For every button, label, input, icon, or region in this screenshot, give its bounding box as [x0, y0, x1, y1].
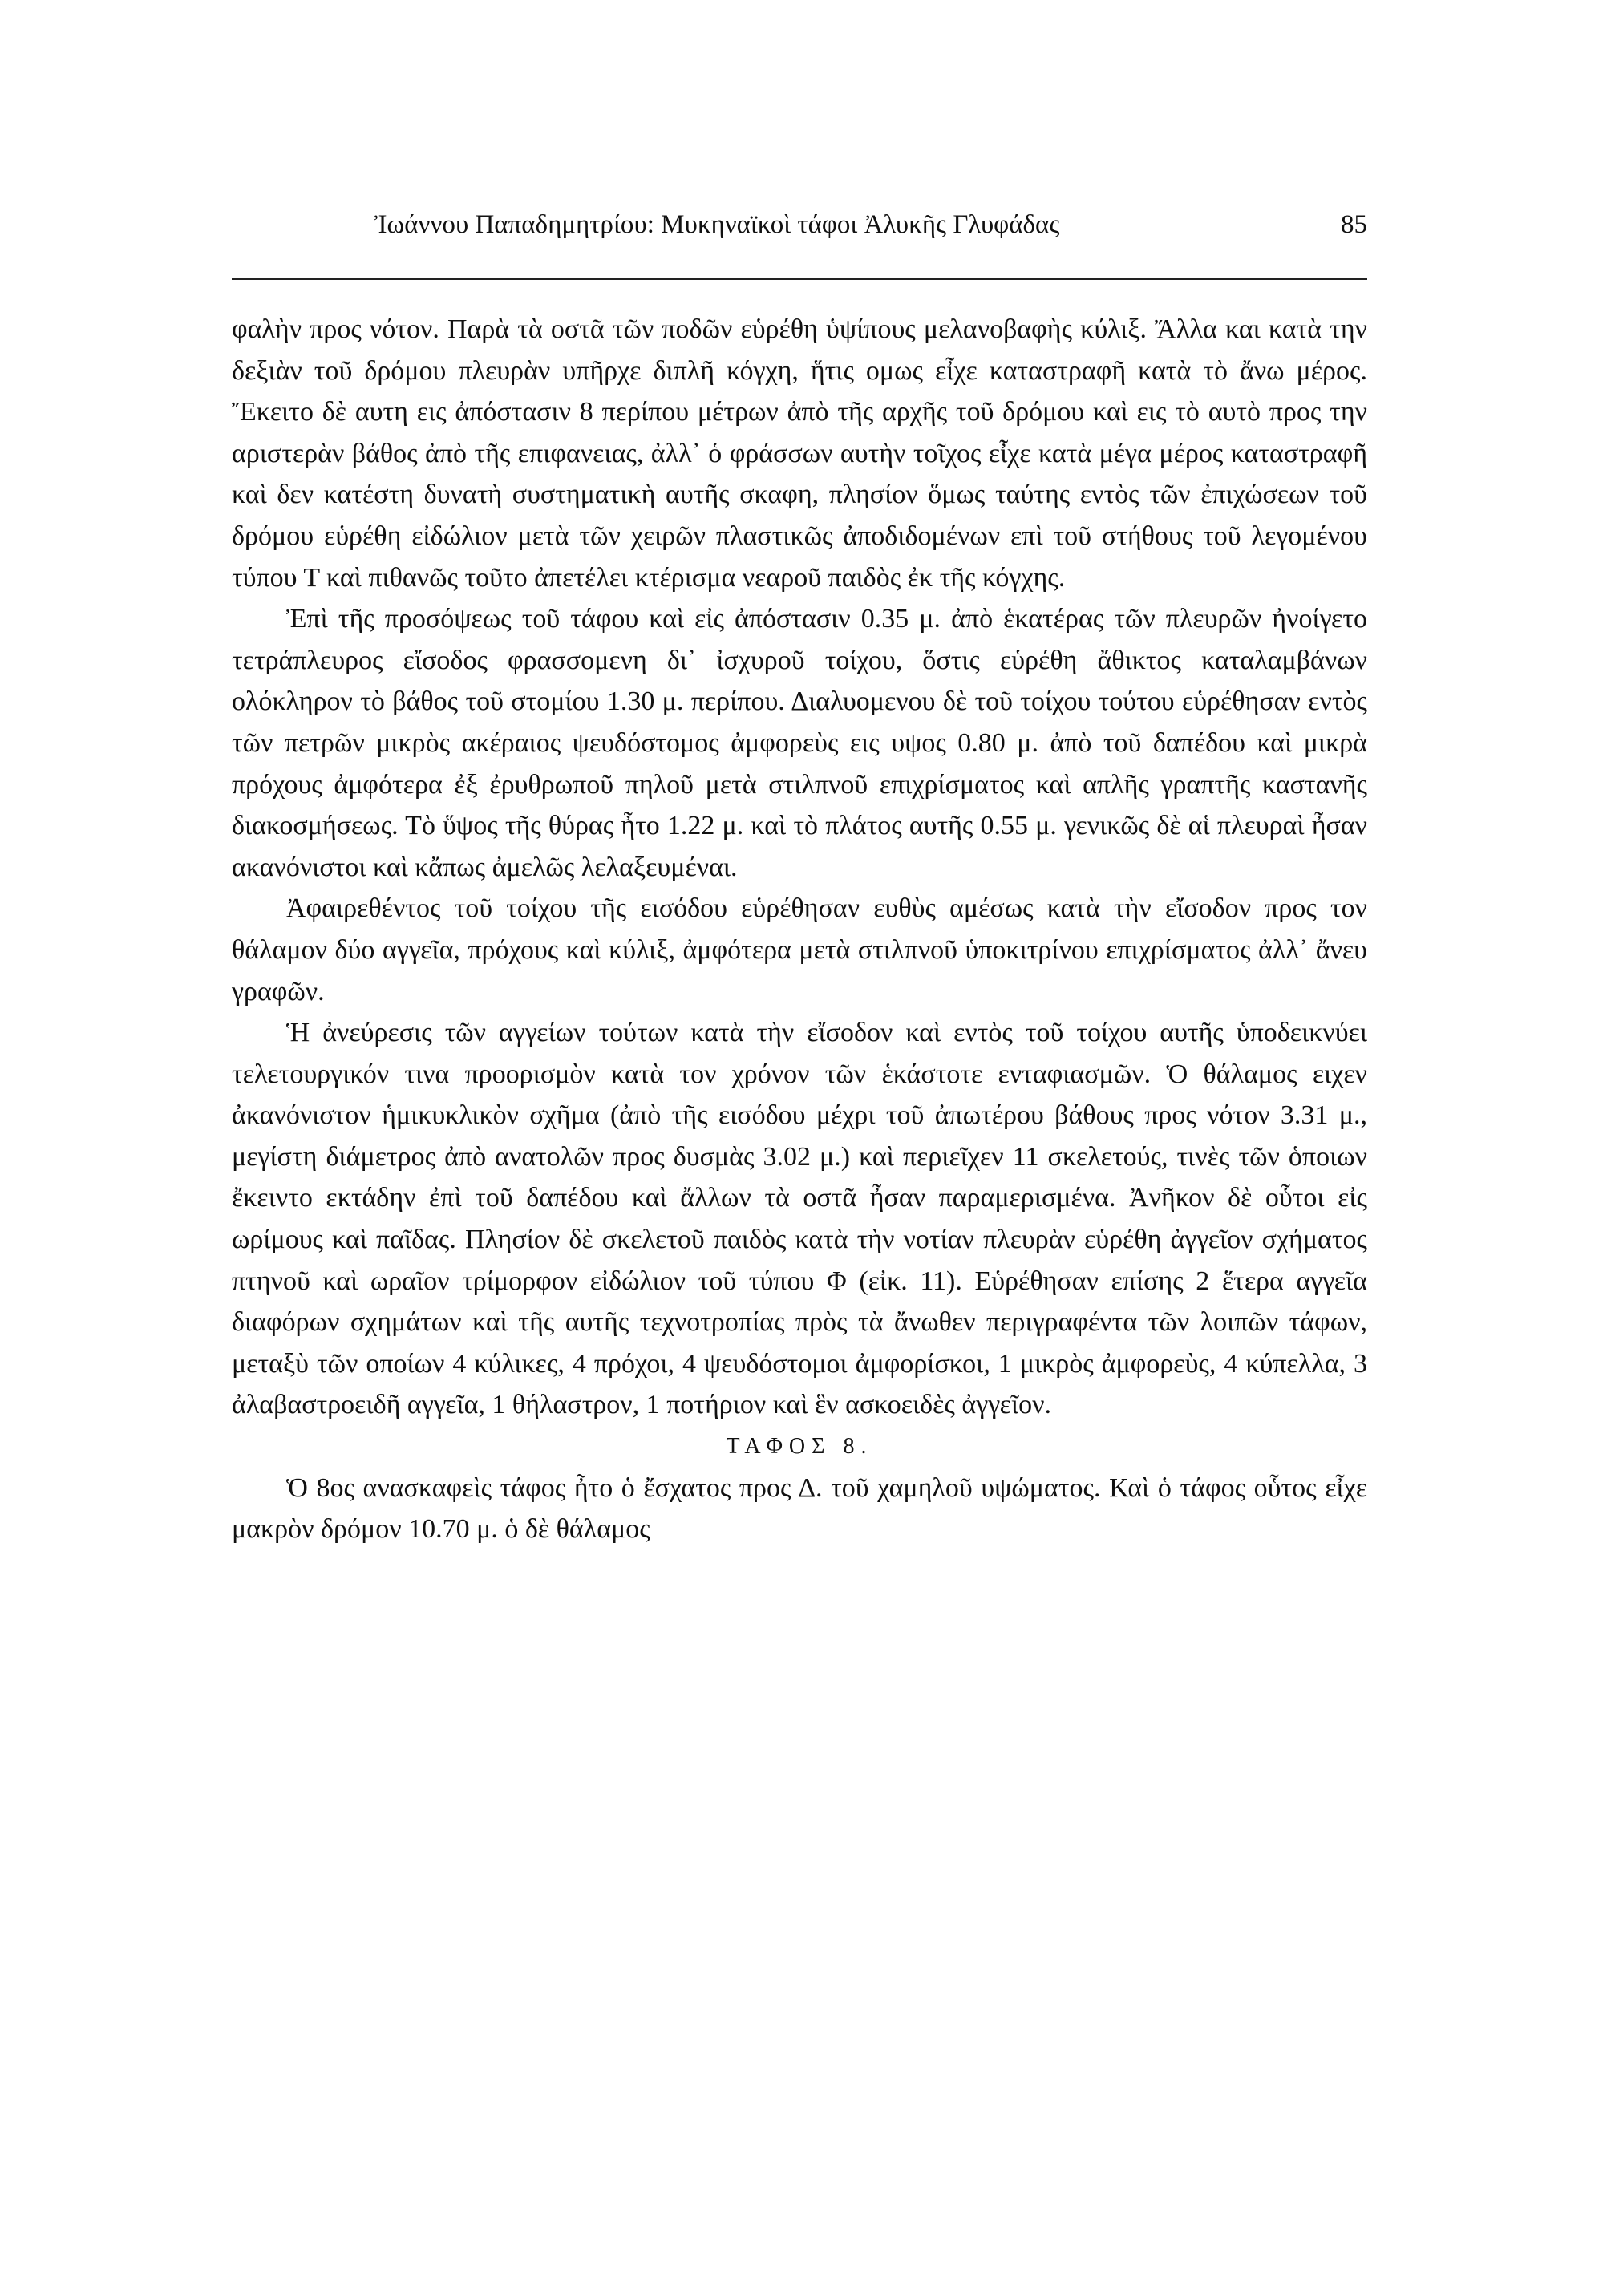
paragraph-4: Ἡ ἀνεύρεσις τῶν αγγείων τούτων κατὰ τὴν εἴσοδον καὶ εντὸς τοῦ τοίχου αυτῆς ὑποδεικνύει τελετουργικόν τινα προορισμὸν κατὰ τον χρόνον τῶν ἑκάστοτε ενταφιασμῶν. Ὁ θάλαμος ειχεν ἀκανόνιστον ἡμικυκλικὸν σχῆμα (ἀπὸ τῆς εισόδου μέχρι τοῦ ἀπωτέρου βάθους προς νότον 3.31 μ., μεγίστη διάμετρος ἀπὸ ανατολῶν προς δυσμὰς 3.02 μ.) καὶ περιεῖχεν 11 σκελετούς, τινὲς τῶν ὁποιων ἔκειντο εκτάδην ἐπὶ τοῦ δαπέδου καὶ ἄλλων τὰ οστᾶ ἦσαν παραμερισμένα. Ἀνῆκον δὲ οὗτοι εἰς ωρίμους καὶ παῖδας. Πλησίον δὲ σκελετοῦ παιδὸς κατὰ τὴν νοτίαν πλευρὰν εὑρέθη ἀγγεῖον σχήματος πτηνοῦ καὶ ωραῖον τρίμορφον εἰδώλιον τοῦ τύπου Φ (εἰκ. 11). Εὑρέθησαν επίσης 2 ἕτερα αγγεῖα διαφόρων σχημάτων καὶ τῆς αυτῆς τεχνοτροπίας πρὸς τὰ ἄνωθεν περιγραφέντα τῶν λοιπῶν τάφων, μεταξὺ τῶν οποίων 4 κύλικες, 4 πρόχοι, 4 ψευδόστομοι ἀμφορίσκοι, 1 μικρὸς ἀμφορεὺς, 4 κύπελλα, 3 ἀλαβαστροειδῆ αγγεῖα, 1 θήλαστρον, 1 ποτήριον καὶ ἓν ασκοειδὲς ἀγγεῖον. [232, 1018, 1367, 1420]
paragraph-1: φαλὴν προς νότον. Παρὰ τὰ οστᾶ τῶν ποδῶν εὑρέθη ὑψίπους μελανοβαφὴς κύλιξ. Ἄλλα και κατὰ την δεξιὰν τοῦ δρόμου πλευρὰν υπῆρχε διπλῆ κόγχη, ἥτις ομως εἶχε καταστραφῆ κατὰ τὸ ἄνω μέρος. Ἔκειτο δὲ αυτη εις ἀπόστασιν 8 περίπου μέτρων ἀπὸ τῆς αρχῆς τοῦ δρόμου καὶ εις τὸ αυτὸ προς την αριστερὰν βάθος ἀπὸ τῆς επιφανειας, ἀλλ᾽ ὁ φράσσων αυτὴν τοῖχος εἶχε κατὰ μέγα μέρος καταστραφῆ καὶ δεν κατέστη δυνατὴ συστηματικὴ αυτῆς σκαφη, πλησίον ὅμως ταύτης εντὸς τῶν ἐπιχώσεων τοῦ δρόμου εὑρέθη εἰδώλιον μετὰ τῶν χειρῶν πλαστικῶς ἀποδιδομένων επὶ τοῦ στήθους τοῦ λεγομένου τύπου Τ καὶ πιθανῶς τοῦτο ἀπετέλει κτέρισμα νεαροῦ παιδὸς ἐκ τῆς κόγχης. [232, 314, 1367, 593]
paragraph-3: Ἀφαιρεθέντος τοῦ τοίχου τῆς εισόδου εὑρέθησαν ευθὺς αμέσως κατὰ τὴν εἴσοδον προς τον θάλαμον δύο αγγεῖα, πρόχους καὶ κύλιξ, ἀμφότερα μετὰ στιλπνοῦ ὑποκιτρίνου επιχρίσματος ἀλλ᾽ ἄνευ γραφῶν. [232, 893, 1367, 1006]
paragraph-2: Ἐπὶ τῆς προσόψεως τοῦ τάφου καὶ εἰς ἀπόστασιν 0.35 μ. ἀπὸ ἑκατέρας τῶν πλευρῶν ἠνοίγετο τετράπλευρος εἴσοδος φρασσομενη δι᾽ ἰσχυροῦ τοίχου, ὅστις εὑρέθη ἄθικτος καταλαμβάνων ολόκληρον τὸ βάθος τοῦ στομίου 1.30 μ. περίπου. Διαλυομενου δὲ τοῦ τοίχου τούτου εὑρέθησαν εντὸς τῶν πετρῶν μικρὸς ακέραιος ψευδόστομος ἀμφορεὺς εις υψος 0.80 μ. ἀπὸ τοῦ δαπέδου καὶ μικρὰ πρόχους ἀμφότερα ἐξ ἐρυθρωποῦ πηλοῦ μετὰ στιλπνοῦ επιχρίσματος καὶ απλῆς γραπτῆς καστανῆς διακοσμήσεως. Τὸ ὕψος τῆς θύρας ἦτο 1.22 μ. καὶ τὸ πλάτος αυτῆς 0.55 μ. γενικῶς δὲ αἱ πλευραὶ ἦσαν ακανόνιστοι καὶ κἄπως ἀμελῶς λελαξευμέναι. [232, 604, 1367, 882]
running-title: Ἰωάννου Παπαδημητρίου: Μυκηναϊκοὶ τάφοι Ἀλυκῆς Γλυφάδας [374, 210, 1060, 239]
header-rule [232, 278, 1367, 280]
page-number: 85 [1341, 210, 1367, 239]
paragraph-5: Ὁ 8ος ανασκαφεὶς τάφος ἦτο ὁ ἔσχατος προς Δ. τοῦ χαμηλοῦ υψώματος. Καὶ ὁ τάφος οὗτος εἶχε μακρὸν δρόμον 10.70 μ. ὁ δὲ θάλαμος [232, 1472, 1367, 1545]
running-header [232, 210, 1367, 250]
section-heading: ΤΑΦΟΣ 8. [726, 1434, 873, 1460]
body-text [232, 309, 1367, 1550]
